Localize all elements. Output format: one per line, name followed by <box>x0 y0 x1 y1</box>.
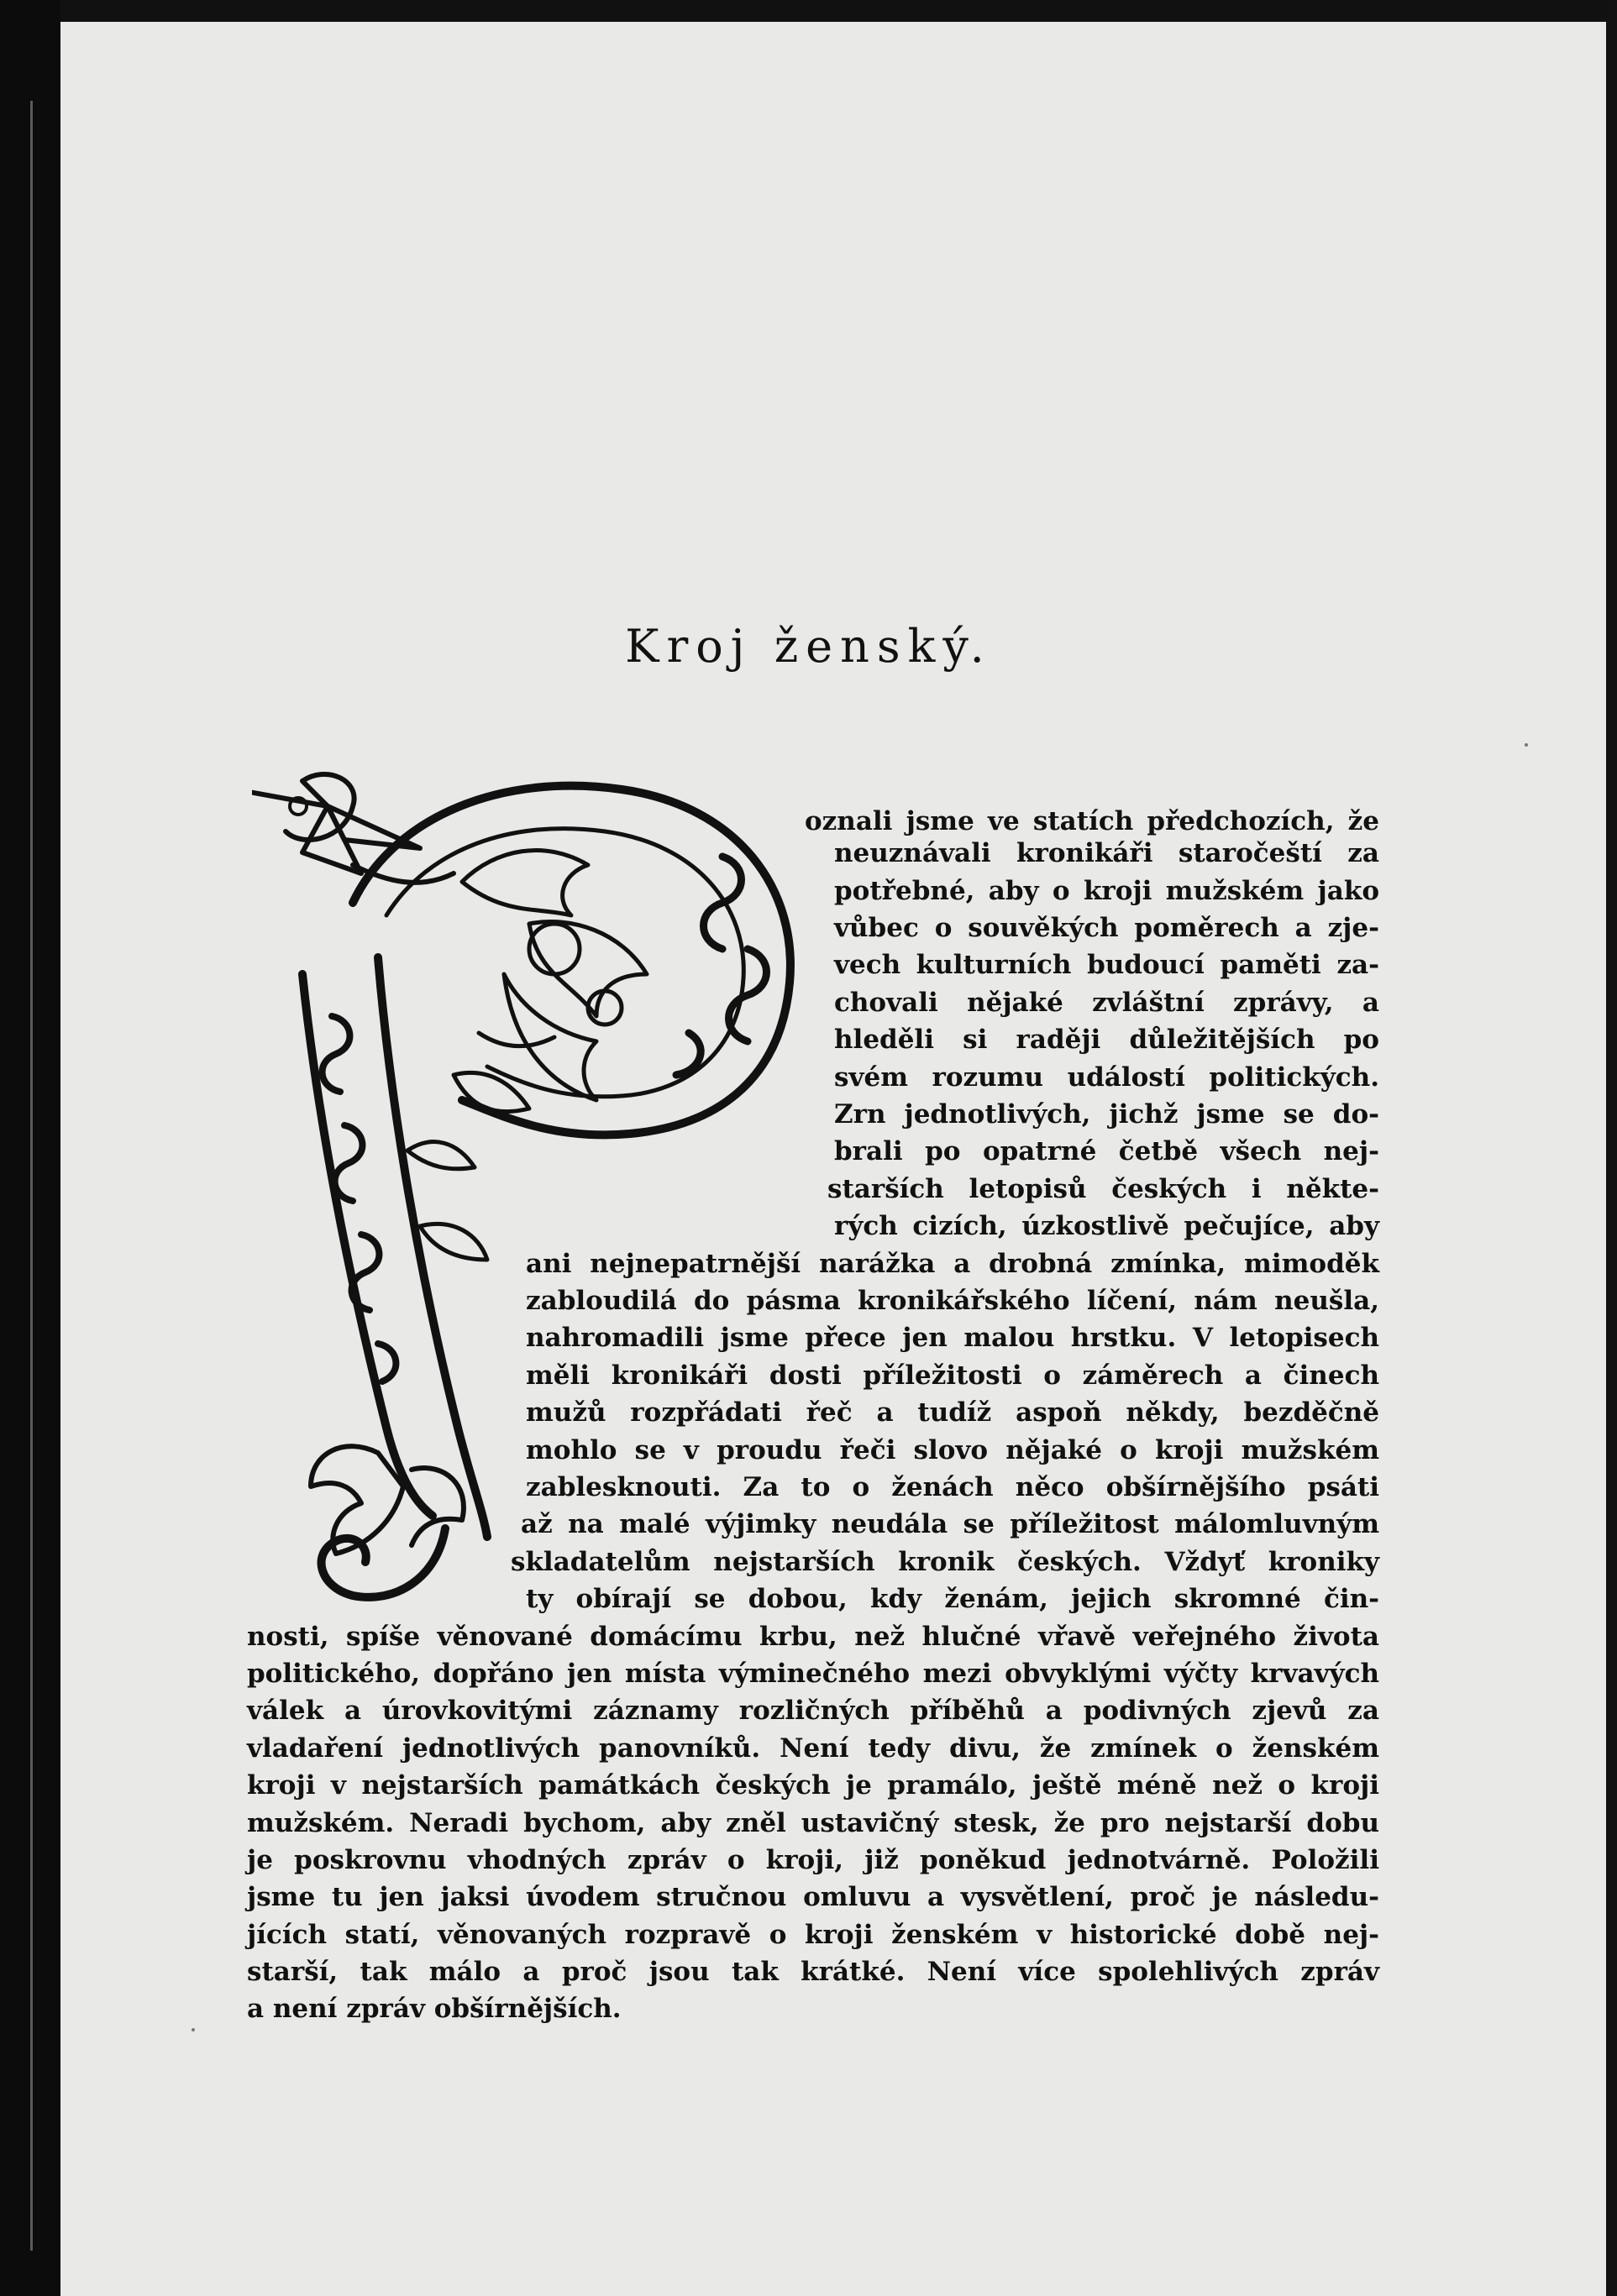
text-line: zablesknouti. Za to o ženách něco obšírnějšího psáti <box>526 1472 1379 1502</box>
text-line: měli kronikáři dosti příležitosti o záměrech a činech <box>526 1360 1379 1391</box>
text-line: jsme tu jen jaksi úvodem stručnou omluvu a vysvětlení, proč je následu- <box>247 1882 1379 1912</box>
text-line: hleděli si raději důležitějších po <box>834 1025 1379 1055</box>
text-line: mužském. Neradi bychom, aby zněl ustavičný stesk, že pro nejstarší dobu <box>247 1808 1379 1838</box>
text-line: rých cizích, úzkostlivě pečujíce, aby <box>834 1211 1379 1241</box>
text-line: nahromadili jsme přece jen malou hrstku. V letopisech <box>526 1323 1379 1353</box>
text-line: zabloudilá do pásma kronikářského líčení, nám neušla, <box>526 1286 1379 1316</box>
text-line: oznali jsme ve statích předchozích, že <box>805 806 1379 836</box>
text-line: Zrn jednotlivých, jichž jsme se do- <box>834 1099 1379 1130</box>
text-line: skladatelům nejstarších kronik českých. Vždyť kroniky <box>511 1547 1379 1577</box>
scan-speck <box>1525 743 1528 747</box>
text-line: chovali nějaké zvláštní zprávy, a <box>834 988 1379 1018</box>
text-line: vladaření jednotlivých panovníků. Není tedy divu, že zmínek o ženském <box>247 1733 1379 1764</box>
text-line: nosti, spíše věnované domácímu krbu, než hlučné vřavě veřejného života <box>247 1622 1379 1652</box>
text-line: až na malé výjimky neudála se příležitost málomluvným <box>521 1509 1379 1539</box>
chapter-title: Kroj ženský. <box>625 620 992 673</box>
text-line: brali po opatrné četbě všech nej- <box>834 1136 1379 1166</box>
text-line: starších letopisů českých i někte- <box>827 1174 1379 1204</box>
text-line: jících statí, věnovaných rozpravě o kroji ženském v historické době nej- <box>247 1920 1379 1950</box>
text-line: ty obírají se dobou, kdy ženám, jejich skromné čin- <box>526 1584 1379 1614</box>
scan-speck <box>192 2028 195 2031</box>
text-line: ani nejnepatrnější narážka a drobná zmínka, mimoděk <box>526 1249 1379 1279</box>
text-line: kroji v nejstarších památkách českých je pramálo, ještě méně než o kroji <box>247 1770 1379 1801</box>
text-line: starší, tak málo a proč jsou tak krátké. Není více spolehlivých zpráv <box>247 1957 1379 1987</box>
text-line: a není zpráv obšírnějších. <box>247 1994 622 2024</box>
text-line: neuznávali kronikáři staročeští za <box>834 838 1379 868</box>
scan-right-border <box>1606 0 1617 2296</box>
text-line: válek a úrovkovitými záznamy rozličných příběhů a podivných zjevů za <box>247 1696 1379 1726</box>
text-line: vůbec o souvěkých poměrech a zje- <box>834 913 1379 943</box>
text-line: mohlo se v proudu řeči slovo nějaké o kroji mužském <box>526 1435 1379 1465</box>
scan-edge-line <box>30 101 33 2251</box>
text-line: svém rozumu událostí politických. <box>834 1062 1379 1093</box>
text-line: mužů rozpřádati řeč a tudíž aspoň někdy, bezděčně <box>526 1397 1379 1428</box>
text-line: je poskrovnu vhodných zpráv o kroji, již poněkud jednotvárně. Položili <box>247 1845 1379 1875</box>
text-line: vech kulturních budoucí paměti za- <box>834 950 1379 980</box>
text-line: politického, dopřáno jen místa výminečného mezi obvyklými výčty krvavých <box>247 1659 1379 1689</box>
text-line: potřebné, aby o kroji mužském jako <box>834 876 1379 906</box>
